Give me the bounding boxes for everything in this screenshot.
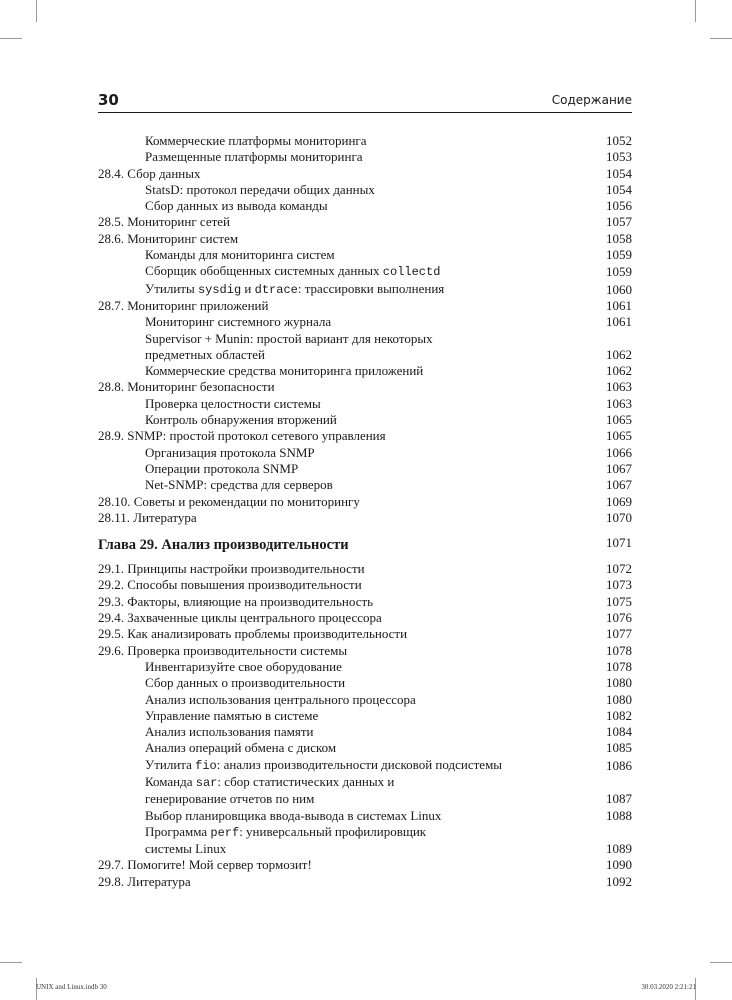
toc-subsection-entry: [98, 314, 632, 330]
toc-page-number: 1059: [606, 264, 632, 280]
toc-section-entry: [98, 231, 632, 247]
title-text: Управление памятью в системе: [145, 707, 319, 723]
header-rule: [98, 112, 632, 113]
toc-entry-title: [145, 824, 632, 858]
toc-page-number: 1084: [606, 724, 632, 740]
toc-entry-title: [98, 428, 632, 444]
toc-entry-title: [98, 643, 632, 659]
toc-section-entry: [98, 874, 632, 890]
toc-entry-title: [98, 610, 632, 626]
toc-page-number: 1073: [606, 577, 632, 593]
toc-page-number: 1066: [606, 444, 632, 460]
toc-subsection-entry: [98, 149, 632, 165]
toc-page-number: 1067: [606, 460, 632, 476]
title-text: 28.6. Мониторинг систем: [98, 230, 239, 246]
page-number: 30: [98, 91, 119, 109]
toc-section-entry: [98, 166, 632, 182]
toc-page-number: 1087: [606, 791, 632, 807]
toc-entry-title: [145, 281, 632, 298]
toc-page-number: 1070: [606, 509, 632, 525]
toc-subsection-entry: [98, 774, 632, 808]
toc-entry-title: [145, 740, 632, 756]
toc-section-entry: [98, 214, 632, 230]
title-text: Команда: [145, 773, 196, 789]
toc-entry-title: [145, 263, 632, 280]
toc-subsection-entry: [98, 808, 632, 824]
title-text: Размещенные платформы мониторинга: [145, 149, 363, 165]
toc-subsection-entry: [98, 692, 632, 708]
toc-page-number: 1076: [606, 610, 632, 626]
toc-page-number: 1082: [606, 707, 632, 723]
title-text: Глава 29. Анализ производительности: [98, 537, 349, 554]
toc-section-entry: [98, 494, 632, 510]
title-text: Утилиты: [145, 280, 198, 296]
toc-page-number: 1065: [606, 428, 632, 444]
title-text: 28.11. Литература: [98, 509, 197, 525]
title-text: 28.4. Сбор данных: [98, 165, 201, 181]
toc-entry-title: [145, 808, 632, 824]
toc-section-entry: [98, 626, 632, 642]
toc-entry-title: [145, 412, 632, 428]
toc-page-number: 1086: [606, 757, 632, 773]
toc-page-number: 1072: [606, 561, 632, 577]
toc-subsection-entry: [98, 281, 632, 298]
toc-page-number: 1054: [606, 165, 632, 181]
toc-page-number: 1077: [606, 626, 632, 642]
toc-subsection-entry: [98, 445, 632, 461]
toc-page-number: 1058: [606, 230, 632, 246]
title-text: Операции протокола SNMP: [145, 460, 299, 476]
toc-page-number: 1080: [606, 675, 632, 691]
toc-section-entry: [98, 379, 632, 395]
command-name: sysdig: [197, 282, 242, 297]
toc-subsection-entry: [98, 675, 632, 691]
toc-subsection-entry: [98, 182, 632, 198]
title-text: : сбор статистических данных и генерирование отчетов по ним: [145, 773, 395, 807]
toc-entry-title: [145, 692, 632, 708]
toc-entry-title: [98, 874, 632, 890]
title-text: Сбор данных о производительности: [145, 675, 346, 691]
title-text: Проверка целостности системы: [145, 395, 321, 411]
toc-page-number: 1059: [606, 247, 632, 263]
toc-page-number: 1054: [606, 181, 632, 197]
title-text: Организация протокола SNMP: [145, 444, 315, 460]
toc-page-number: 1060: [606, 281, 632, 297]
toc-entry-title: [98, 166, 632, 182]
toc-subsection-entry: [98, 461, 632, 477]
title-text: Анализ операций обмена с диском: [145, 740, 337, 756]
toc-subsection-entry: [98, 133, 632, 149]
title-text: 28.8. Мониторинг безопасности: [98, 379, 275, 395]
title-text: Программа: [145, 823, 211, 839]
command-name: dtrace: [254, 282, 298, 297]
toc-entry-title: [145, 363, 632, 379]
running-title: Содержание: [551, 93, 632, 107]
toc-section-entry: [98, 643, 632, 659]
toc-entry-title: [145, 774, 632, 808]
toc-page-number: 1078: [606, 658, 632, 674]
toc-entry-title: [145, 149, 632, 165]
toc-section-entry: [98, 610, 632, 626]
toc-subsection-entry: [98, 824, 632, 858]
title-text: : трассировки выполнения: [297, 280, 445, 296]
table-of-contents: [98, 133, 632, 890]
toc-page-number: 1080: [606, 691, 632, 707]
toc-page-number: 1067: [606, 477, 632, 493]
toc-entry-title: [98, 857, 632, 873]
toc-page-number: 1061: [606, 297, 632, 313]
toc-entry-title: [98, 594, 632, 610]
title-text: Анализ использования центрального процессора: [145, 691, 416, 707]
toc-entry-title: [145, 331, 632, 364]
toc-page-number: 1090: [606, 857, 632, 873]
toc-subsection-entry: [98, 363, 632, 379]
title-text: Команды для мониторинга систем: [145, 247, 335, 263]
toc-entry-title: [98, 510, 632, 526]
toc-page-number: 1062: [606, 346, 632, 362]
toc-entry-title: [145, 198, 632, 214]
crop-mark: [0, 962, 22, 963]
toc-section-entry: [98, 428, 632, 444]
title-text: Утилита: [145, 756, 196, 772]
toc-section-entry: [98, 857, 632, 873]
toc-entry-title: [98, 626, 632, 642]
toc-section-entry: [98, 561, 632, 577]
toc-subsection-entry: [98, 331, 632, 364]
title-text: 29.7. Помогите! Мой сервер тормозит!: [98, 857, 312, 873]
toc-subsection-entry: [98, 708, 632, 724]
toc-entry-title: [145, 396, 632, 412]
toc-subsection-entry: [98, 263, 632, 280]
toc-subsection-entry: [98, 247, 632, 263]
toc-entry-title: [145, 314, 632, 330]
toc-chapter-heading: [98, 535, 632, 555]
toc-page-number: 1053: [606, 149, 632, 165]
title-text: Выбор планировщика ввода-вывода в системах Linux: [145, 807, 442, 823]
command-name: collectd: [382, 265, 441, 280]
toc-subsection-entry: [98, 724, 632, 740]
toc-entry-title: [145, 461, 632, 477]
crop-mark: [710, 38, 732, 39]
toc-subsection-entry: [98, 412, 632, 428]
toc-page-number: 1088: [606, 807, 632, 823]
toc-entry-title: [145, 133, 632, 149]
toc-page-number: 1063: [606, 379, 632, 395]
title-text: 28.9. SNMP: простой протокол сетевого управления: [98, 428, 386, 444]
title-text: 29.8. Литература: [98, 873, 191, 889]
toc-entry-title: [98, 577, 632, 593]
title-text: 29.6. Проверка производительности системы: [98, 642, 348, 658]
toc-subsection-entry: [98, 198, 632, 214]
title-text: Коммерческие средства мониторинга приложений: [145, 363, 424, 379]
toc-page-number: 1065: [606, 412, 632, 428]
command-name: fio: [195, 758, 217, 773]
footer-file-name: UNIX and Linux.indb 30: [36, 983, 107, 991]
toc-section-entry: [98, 577, 632, 593]
title-text: Инвентаризуйте свое оборудование: [145, 658, 342, 674]
toc-subsection-entry: [98, 740, 632, 756]
toc-section-entry: [98, 510, 632, 526]
toc-page-number: 1092: [606, 873, 632, 889]
toc-entry-title: [98, 494, 632, 510]
toc-section-entry: [98, 298, 632, 314]
toc-page-number: 1057: [606, 214, 632, 230]
toc-entry-title: [145, 757, 632, 774]
toc-entry-title: [98, 231, 632, 247]
toc-page-number: 1071: [606, 535, 632, 551]
command-name: sar: [195, 775, 218, 790]
title-text: и: [241, 280, 255, 296]
toc-entry-title: [145, 659, 632, 675]
title-text: Мониторинг системного журнала: [145, 314, 332, 330]
toc-page-number: 1069: [606, 493, 632, 509]
toc-subsection-entry: [98, 757, 632, 774]
crop-mark: [695, 0, 696, 22]
footer-timestamp: 30.03.2020 2:21:21: [641, 983, 696, 991]
title-text: Анализ использования памяти: [145, 724, 314, 740]
toc-entry-title: [145, 708, 632, 724]
toc-entry-title: [98, 214, 632, 230]
title-text: 28.7. Мониторинг приложений: [98, 297, 269, 313]
title-text: 29.3. Факторы, влияющие на производительность: [98, 593, 374, 609]
toc-entry-title: [145, 445, 632, 461]
toc-entry-title: [145, 182, 632, 198]
title-text: Сбор данных из вывода команды: [145, 198, 328, 214]
title-text: 29.5. Как анализировать проблемы производительности: [98, 626, 408, 642]
title-text: 28.5. Мониторинг сетей: [98, 214, 231, 230]
toc-entry-title: [98, 535, 632, 555]
title-text: 29.4. Захваченные циклы центрального процессора: [98, 610, 382, 626]
crop-mark: [36, 0, 37, 22]
title-text: Коммерческие платформы мониторинга: [145, 133, 367, 148]
toc-subsection-entry: [98, 396, 632, 412]
title-text: Сборщик обобщенных системных данных: [145, 263, 383, 279]
toc-subsection-entry: [98, 477, 632, 493]
toc-page-number: 1056: [606, 198, 632, 214]
toc-entry-title: [98, 379, 632, 395]
title-text: 29.1. Принципы настройки производительности: [98, 561, 365, 577]
title-text: 28.10. Советы и рекомендации по мониторингу: [98, 493, 360, 509]
toc-page-number: 1075: [606, 593, 632, 609]
toc-page-number: 1052: [606, 133, 632, 148]
toc-entry-title: [145, 675, 632, 691]
print-footer: [36, 983, 696, 995]
toc-subsection-entry: [98, 659, 632, 675]
toc-entry-title: [98, 298, 632, 314]
title-text: Supervisor + Munin: простой вариант для некоторых предметных областей: [145, 330, 433, 362]
toc-section-entry: [98, 594, 632, 610]
title-text: : универсальный профилировщик системы Linux: [145, 823, 427, 857]
toc-entry-title: [145, 477, 632, 493]
crop-mark: [710, 962, 732, 963]
running-header: [98, 90, 632, 114]
title-text: Контроль обнаружения вторжений: [145, 412, 337, 428]
toc-page-number: 1089: [606, 841, 632, 857]
command-name: perf: [210, 825, 240, 840]
title-text: Net-SNMP: средства для серверов: [145, 477, 333, 493]
toc-entry-title: [145, 724, 632, 740]
toc-page-number: 1063: [606, 395, 632, 411]
crop-mark: [0, 38, 22, 39]
toc-page-number: 1062: [606, 363, 632, 379]
toc-page-number: 1085: [606, 740, 632, 756]
toc-entry-title: [98, 561, 632, 577]
title-text: StatsD: протокол передачи общих данных: [145, 181, 375, 197]
title-text: 29.2. Способы повышения производительности: [98, 577, 362, 593]
toc-page-number: 1078: [606, 642, 632, 658]
title-text: : анализ производительности дисковой подсистемы: [216, 756, 503, 772]
toc-entry-title: [145, 247, 632, 263]
toc-page-number: 1061: [606, 314, 632, 330]
